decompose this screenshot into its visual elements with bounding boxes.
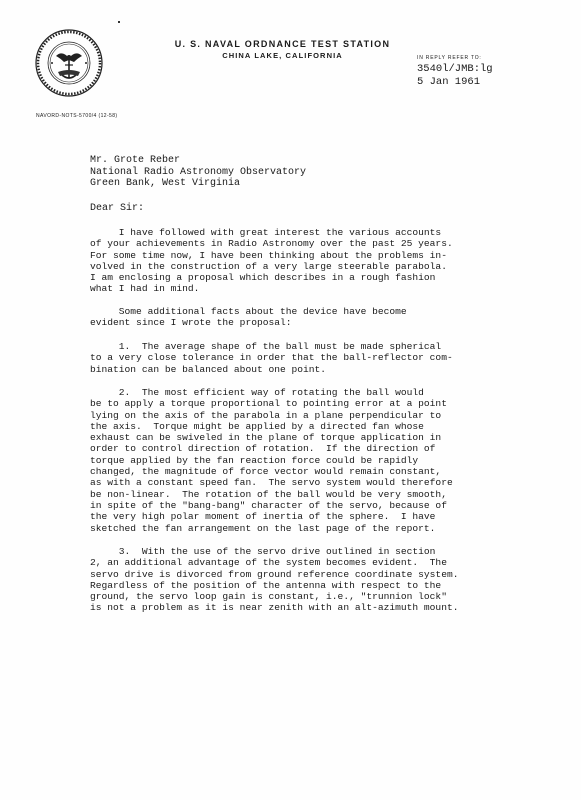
paragraph-intro <box>90 227 550 295</box>
text-line: 2. The most efficient way of rotating the ball would <box>90 387 424 398</box>
text-line: is not a problem as it is near zenith with an alt-azimuth mount. <box>90 602 459 614</box>
text-line: ground, the servo loop gain is constant, i.e., "trunnion lock" <box>90 591 447 603</box>
text-line: Regardless of the position of the antenna with respect to the <box>90 579 442 591</box>
text-line: changed, the magnitude of force vector would remain constant, <box>90 466 442 478</box>
text-line: For some time now, I have been thinking about the problems in- <box>90 249 447 261</box>
text-line: torque applied by the fan reaction force could be rapidly <box>90 454 419 466</box>
text-line: volved in the construction of a very large steerable parabola. <box>90 260 447 272</box>
paragraph-point-2 <box>90 387 550 534</box>
letter-date: 5 Jan 1961 <box>417 76 481 88</box>
text-line: sketched the fan arrangement on the last page of the report. <box>90 522 436 534</box>
text-line: what I had in mind. <box>90 283 200 295</box>
text-line: be to apply a torque proportional to pointing error at a point <box>90 398 447 410</box>
reference-code: 3540l/JMB:lg <box>417 63 493 75</box>
form-number: NAVORD-NOTS-5700/4 (12-58) <box>36 113 118 119</box>
reply-label: IN REPLY REFER TO: <box>417 55 482 61</box>
text-line: servo drive is divorced from ground reference coordinate system. <box>90 568 459 580</box>
salutation: Dear Sir: <box>90 203 145 214</box>
address-line: Mr. Grote Reber <box>90 155 181 166</box>
text-line: Some additional facts about the device have become <box>90 306 407 317</box>
text-line: 3. With the use of the servo drive outlined in section <box>90 546 436 557</box>
text-line: in spite of the "bang-bang" character of the servo, because of <box>90 499 447 511</box>
text-line: of your achievements in Radio Astronomy over the past 25 years. <box>90 238 453 250</box>
station-location: CHINA LAKE, CALIFORNIA <box>222 51 343 60</box>
station-name: U. S. NAVAL ORDNANCE TEST STATION <box>174 39 391 49</box>
text-line: the very high polar moment of inertia of the sphere. I have <box>90 511 436 523</box>
address-line: National Radio Astronomy Observatory <box>90 166 307 178</box>
scan-speck <box>118 21 120 23</box>
address-line: Green Bank, West Virginia <box>90 178 241 189</box>
recipient-address <box>90 155 306 190</box>
text-line: 2, an additional advantage of the system becomes evident. The <box>90 557 447 569</box>
text-line: bination can be balanced about one point. <box>90 363 327 375</box>
paragraph-point-3 <box>90 546 550 614</box>
text-line: evident since I wrote the proposal: <box>90 317 292 329</box>
text-line: lying on the axis of the parabola in a plane perpendicular to <box>90 409 442 421</box>
paragraph-additional-facts <box>90 306 550 329</box>
text-line: to a very close tolerance in order that the ball-reflector com- <box>90 352 453 364</box>
text-line: be non-linear. The rotation of the ball would be very smooth, <box>90 488 447 500</box>
text-line: exhaust can be swiveled in the plane of torque application in <box>90 432 442 444</box>
text-line: as with a constant speed fan. The servo system would therefore <box>90 477 453 489</box>
paragraph-point-1 <box>90 341 550 375</box>
text-line: the axis. Torque might be applied by a directed fan whose <box>90 420 424 432</box>
text-line: order to control direction of rotation. If the direction of <box>90 443 436 455</box>
navy-seal-emblem <box>34 28 104 98</box>
text-line: I am enclosing a proposal which describes in a rough fashion <box>90 272 436 284</box>
text-line: 1. The average shape of the ball must be made spherical <box>90 341 442 352</box>
text-line: I have followed with great interest the various accounts <box>90 227 442 238</box>
